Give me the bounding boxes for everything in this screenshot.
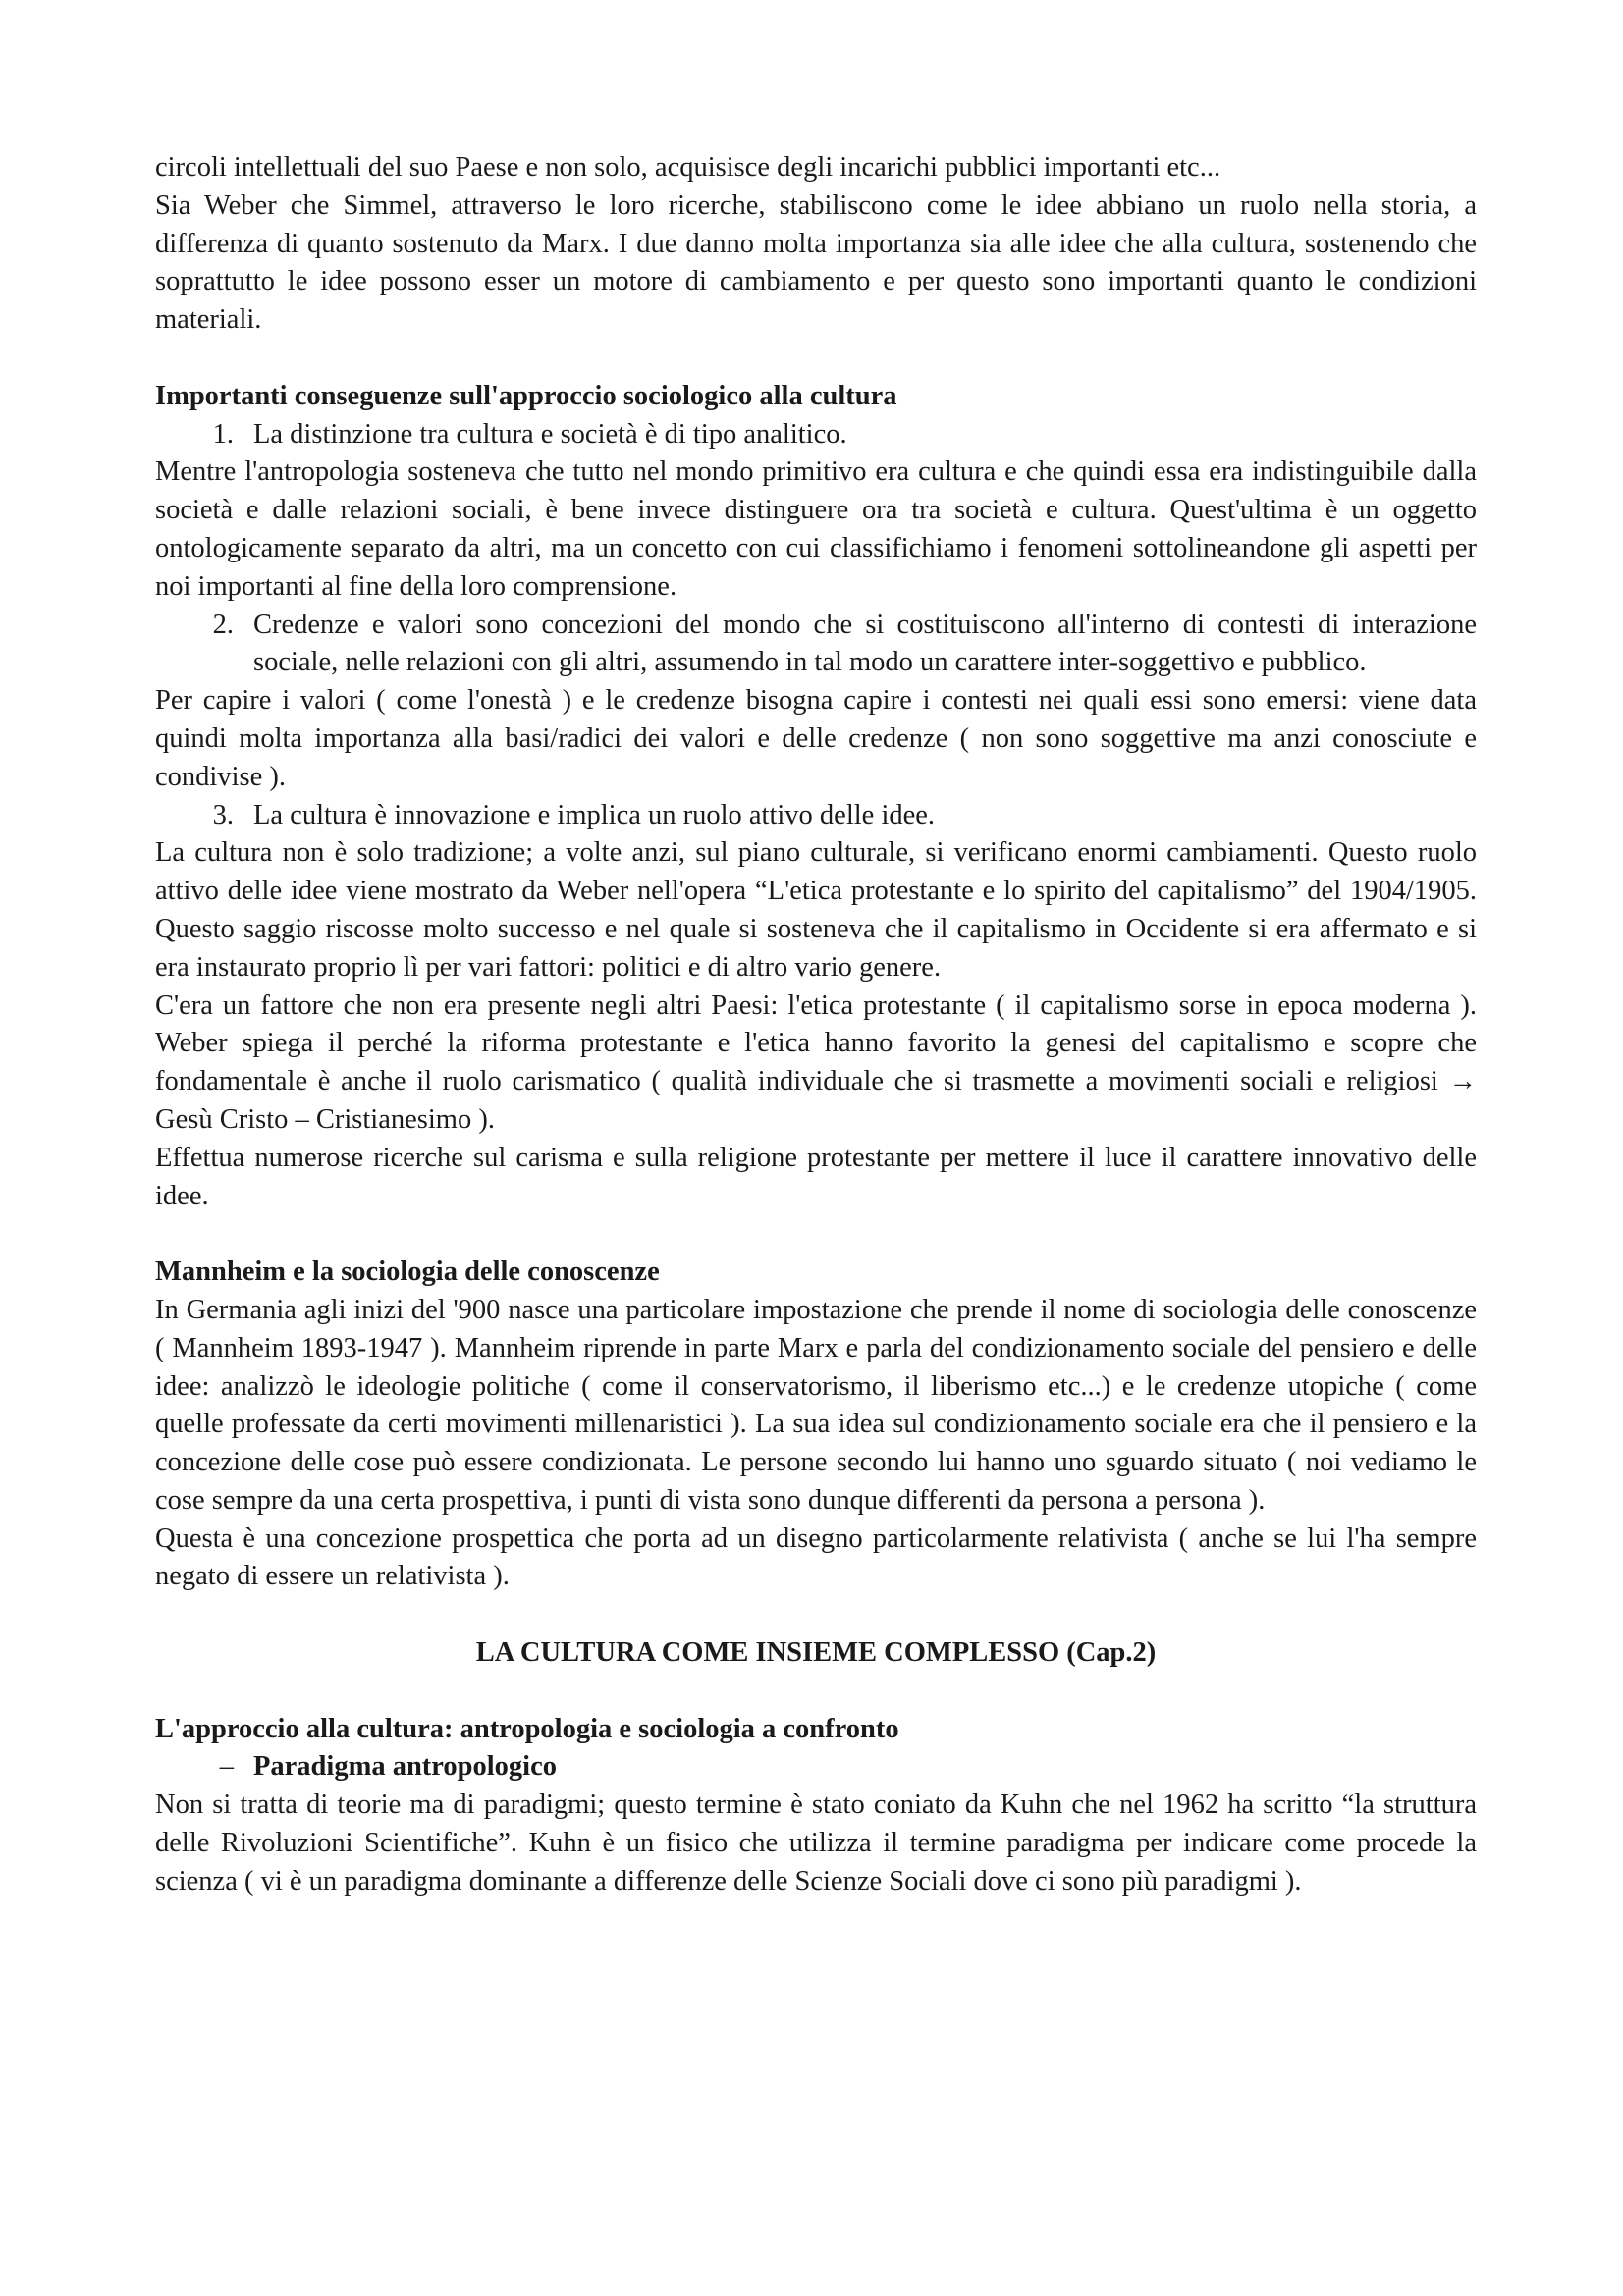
spacer	[155, 1215, 1477, 1254]
dash-bullet: –	[219, 1751, 234, 1783]
list-number: 3.	[212, 799, 234, 830]
paragraph-paradigmi: Non si tratta di teorie ma di paradigmi; questo termine è stato coniato da Kuhn che nel 1962 ha scritto “la struttura delle Rivoluzioni Scientifiche”. Kuhn è un fisico che utilizza il termine paradigma per indicare come procede la scienza ( vi è un paradigma dominante a differenze delle Scienze Sociali dove ci sono più paradigmi ).	[155, 1789, 1477, 1896]
list-item-text: La distinzione tra cultura e società è di tipo analitico.	[253, 418, 847, 450]
paragraph-weber-simmel: Sia Weber che Simmel, attraverso le loro ricerche, stabiliscono come le idee abbiano un ruolo nella storia, a differenza di quanto sostenuto da Marx. I due danno molta importanza sia alle idee che alla cultura, sostenendo che soprattutto le idee possono esser un motore di cambiamento e per questo sono importanti quanto le condizioni materiali.	[155, 189, 1477, 336]
list-item-2	[155, 607, 1477, 683]
list-number: 1.	[212, 418, 234, 450]
paragraph-intro-fragment: circoli intellettuali del suo Paese e non solo, acquisisce degli incarichi pubblici importanti etc...	[155, 152, 1221, 183]
paragraph-innovazione: La cultura non è solo tradizione; a volte anzi, sul piano culturale, si verificano enormi cambiamenti. Questo ruolo attivo delle idee viene mostrato da Weber nell'opera “L'etica protestante e lo spirito del capitalismo” del 1904/1905. Questo saggio riscosse molto successo e nel quale si sosteneva che il capitalismo in Occidente si era affermato e si era instaurato proprio lì per vari fattori: politici e di altro vario genere.	[155, 837, 1477, 983]
paragraph-carisma: Effettua numerose ricerche sul carisma e sulla religione protestante per mettere il luce il carattere innovativo delle idee.	[155, 1142, 1477, 1211]
document-page	[155, 149, 1477, 1901]
paragraph-relativismo: Questa è una concezione prospettica che porta ad un disegno particolarmente relativista ( anche se lui l'ha sempre negato di essere un relativista ).	[155, 1522, 1477, 1592]
spacer	[155, 340, 1477, 378]
dash-list-item-text: Paradigma antropologico	[253, 1751, 558, 1783]
paragraph-mannheim: In Germania agli inizi del '900 nasce una particolare impostazione che prende il nome di sociologia delle conoscenze ( Mannheim 1893-1947 ). Mannheim riprende in parte Marx e parla del condizionamento sociale del pensiero e delle idee: analizzò le ideologie politiche ( come il conservatorismo, il liberismo etc...) e le credenze utopiche ( come quelle professate da certi movimenti millenaristici ). La sua idea sul condizionamento sociale era che il pensiero e la concezione delle cose può essere condizionata. Le persone secondo lui hanno uno sguardo situato ( noi vediamo le cose sempre da una certa prospettiva, i punti di vista sono dunque differenti da persona a persona ).	[155, 1294, 1477, 1516]
paragraph-antropologia: Mentre l'antropologia sosteneva che tutto nel mondo primitivo era cultura e che quindi essa era indistinguibile dalla società e dalle relazioni sociali, è bene invece distinguere ora tra società e cultura. Quest'ultima è un oggetto ontologicamente separato da altri, ma un concetto con cui classifichiamo i fenomeni sottolineandone gli aspetti per noi importanti al fine della loro comprensione.	[155, 456, 1477, 602]
section-heading-conseguenze: Importanti conseguenze sull'approccio sociologico alla cultura	[155, 380, 897, 411]
list-number: 2.	[212, 609, 234, 640]
paragraph-valori: Per capire i valori ( come l'onestà ) e le credenze bisogna capire i contesti nei quali essi sono emersi: viene data quindi molta importanza alla basi/radici dei valori e delle credenze ( non sono soggettive ma anzi conosciute e condivise ).	[155, 685, 1477, 792]
list-item-3	[155, 797, 1477, 835]
list-item-text: La cultura è innovazione e implica un ruolo attivo delle idee.	[253, 799, 936, 830]
list-item-1	[155, 416, 1477, 454]
spacer	[155, 1673, 1477, 1711]
spacer	[155, 1596, 1477, 1634]
section-heading-mannheim: Mannheim e la sociologia delle conoscenze	[155, 1256, 660, 1288]
section-heading-approccio: L'approccio alla cultura: antropologia e sociologia a confronto	[155, 1713, 899, 1744]
dash-list-item	[155, 1748, 1477, 1787]
chapter-title: LA CULTURA COME INSIEME COMPLESSO (Cap.2)	[475, 1637, 1157, 1669]
list-item-text: Credenze e valori sono concezioni del mondo che si costituiscono all'interno di contesti di interazione sociale, nelle relazioni con gli altri, assumendo in tal modo un carattere inter-soggettivo e pubblico.	[253, 609, 1477, 678]
paragraph-etica-protestante: C'era un fattore che non era presente negli altri Paesi: l'etica protestante ( il capitalismo sorse in epoca moderna ). Weber spiega il perché la riforma protestante e l'etica hanno favorito la genesi del capitalismo e scopre che fondamentale è anche il ruolo carismatico ( qualità individuale che si trasmette a movimenti sociali e religiosi → Gesù Cristo – Cristianesimo ).	[155, 989, 1477, 1135]
